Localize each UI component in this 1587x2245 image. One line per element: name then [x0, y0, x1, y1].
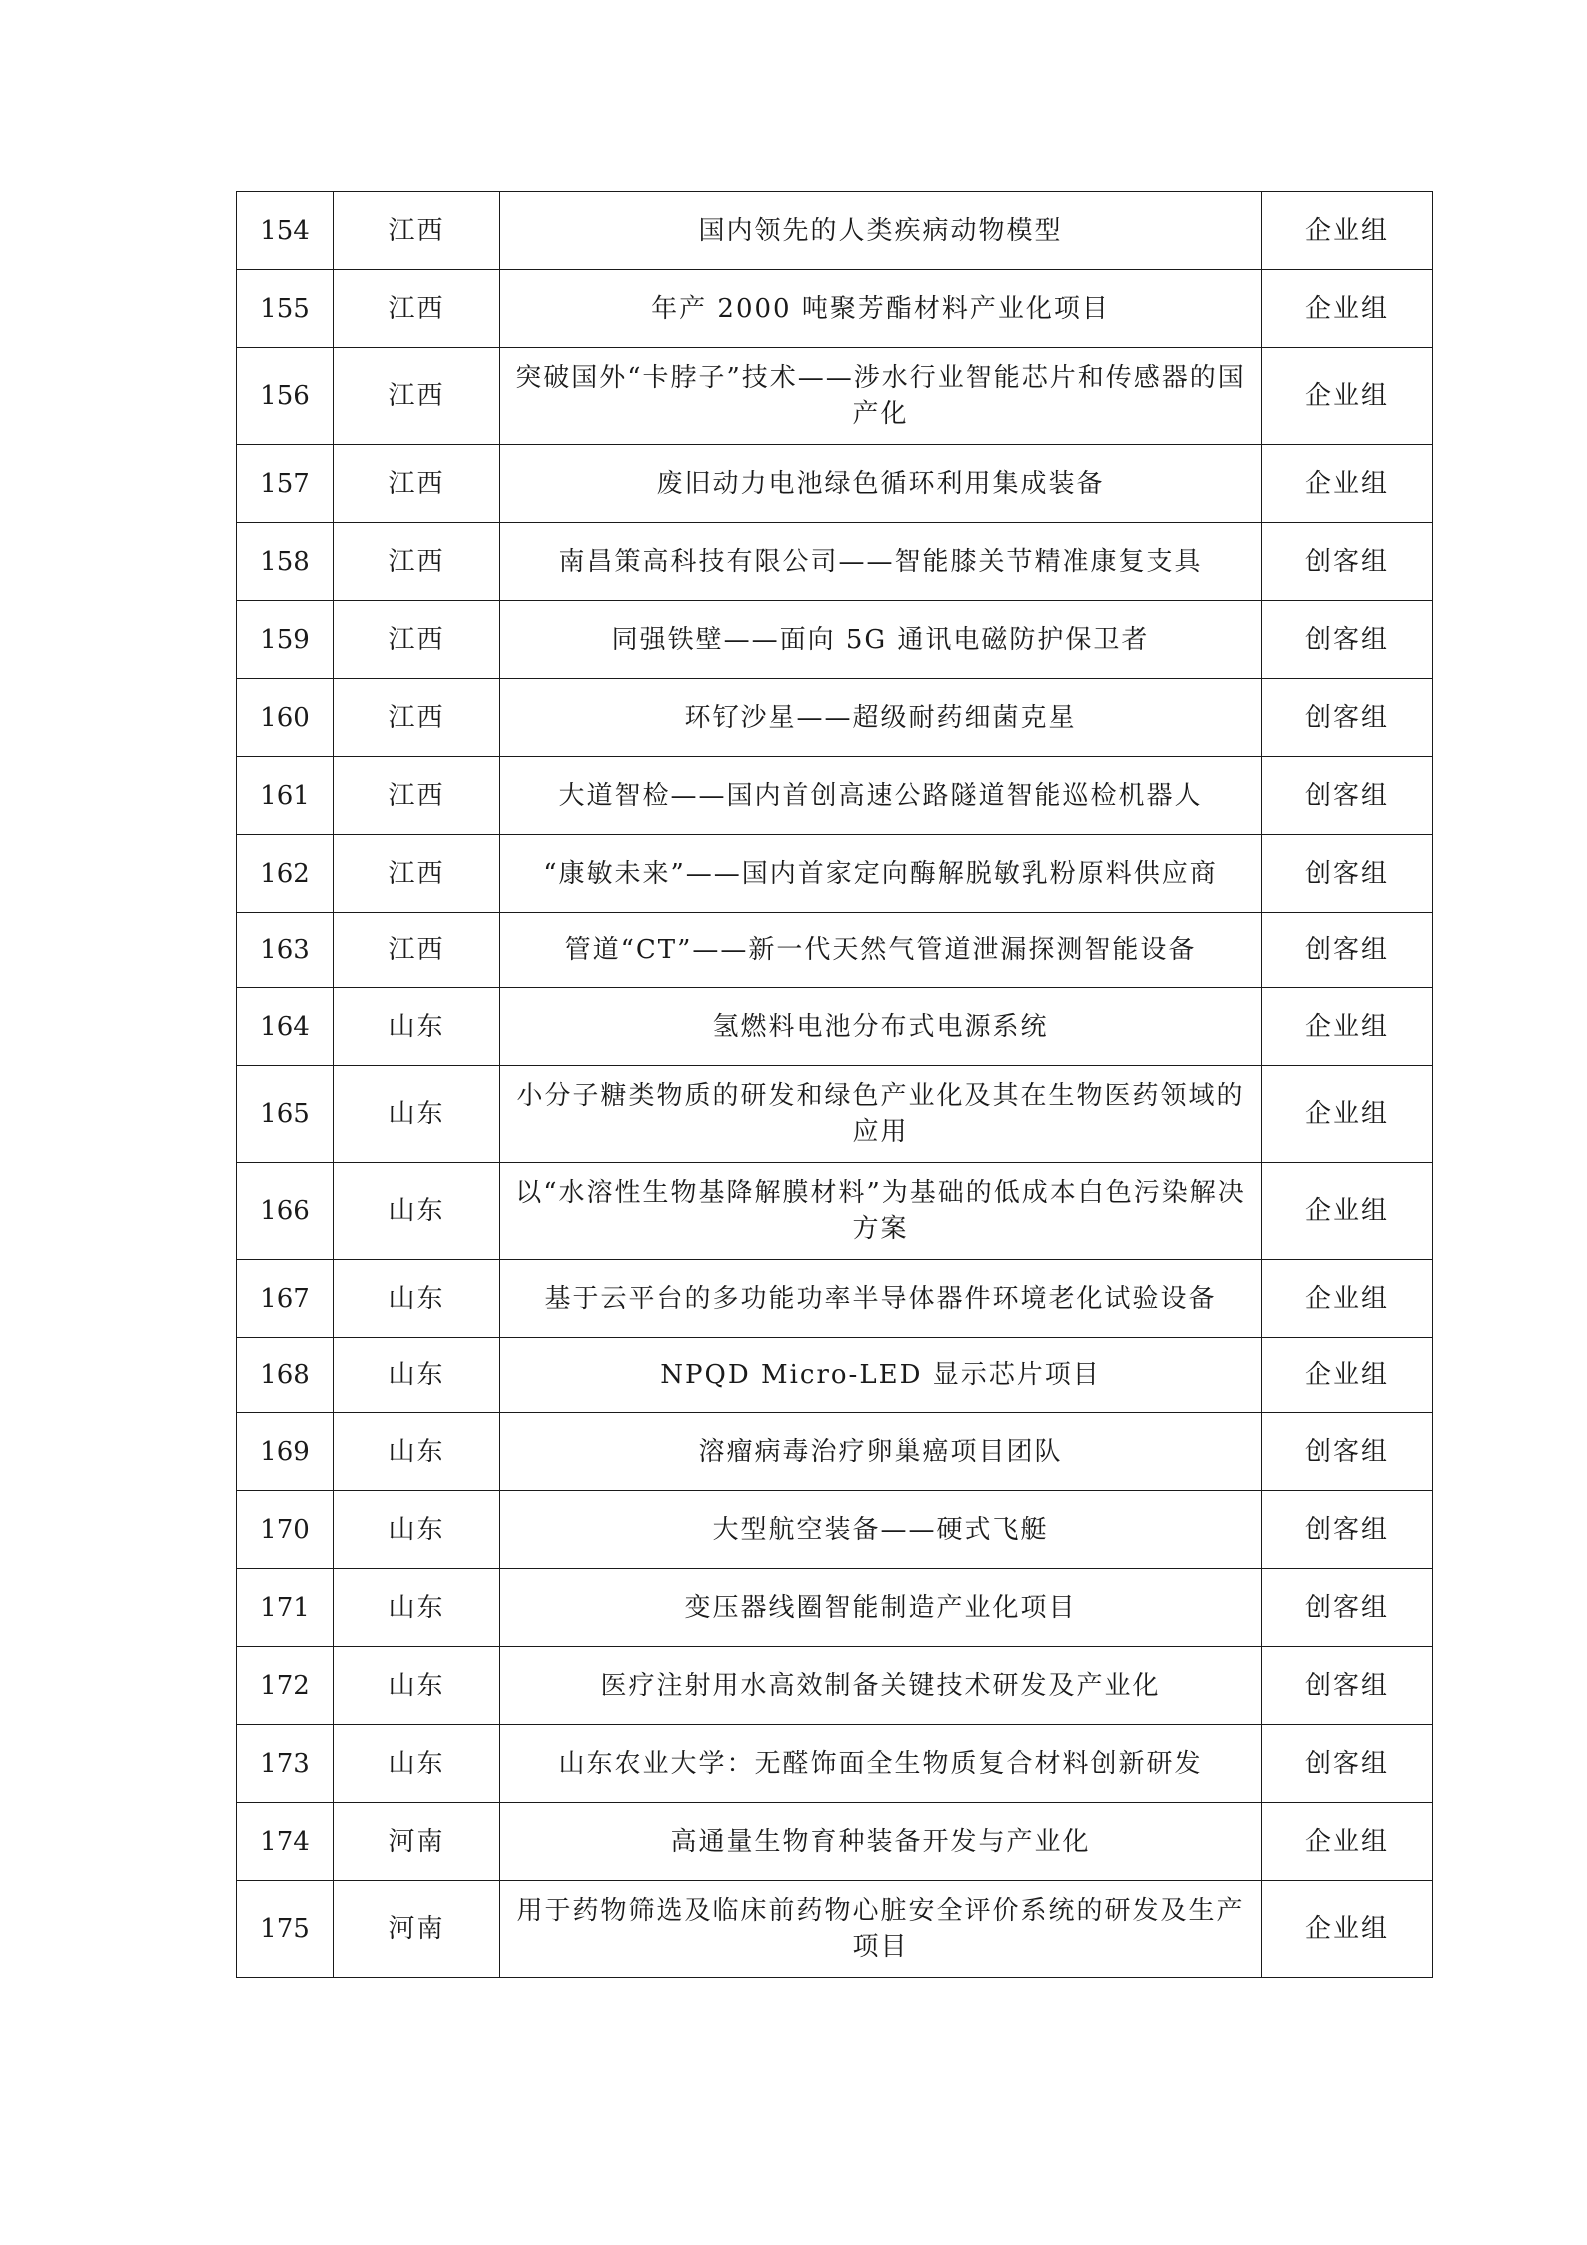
table-row	[237, 1881, 1433, 1978]
row-number: 166	[237, 1163, 334, 1260]
row-group: 企业组	[1262, 1163, 1433, 1260]
row-group: 创客组	[1262, 601, 1433, 679]
table-row	[237, 601, 1433, 679]
table-row	[237, 835, 1433, 913]
row-number: 168	[237, 1338, 334, 1413]
row-group: 创客组	[1262, 1647, 1433, 1725]
row-project-name: 环钌沙星——超级耐药细菌克星	[500, 679, 1262, 757]
row-region: 山东	[334, 1413, 500, 1491]
row-project-name: 变压器线圈智能制造产业化项目	[500, 1569, 1262, 1647]
row-number: 167	[237, 1260, 334, 1338]
row-region: 江西	[334, 348, 500, 445]
table-row	[237, 445, 1433, 523]
table-row	[237, 1413, 1433, 1491]
row-region: 山东	[334, 1725, 500, 1803]
row-region: 山东	[334, 988, 500, 1066]
row-project-name: 山东农业大学：无醛饰面全生物质复合材料创新研发	[500, 1725, 1262, 1803]
row-number: 169	[237, 1413, 334, 1491]
table-row	[237, 679, 1433, 757]
row-number: 160	[237, 679, 334, 757]
row-group: 企业组	[1262, 1338, 1433, 1413]
row-project-name: NPQD Micro-LED 显示芯片项目	[500, 1338, 1262, 1413]
row-project-name: 医疗注射用水高效制备关键技术研发及产业化	[500, 1647, 1262, 1725]
row-number: 175	[237, 1881, 334, 1978]
table-row	[237, 988, 1433, 1066]
project-list-table	[236, 191, 1433, 1978]
row-number: 170	[237, 1491, 334, 1569]
row-group: 企业组	[1262, 1260, 1433, 1338]
row-region: 河南	[334, 1881, 500, 1978]
row-number: 156	[237, 348, 334, 445]
row-group: 企业组	[1262, 1066, 1433, 1163]
row-group: 企业组	[1262, 1881, 1433, 1978]
row-number: 165	[237, 1066, 334, 1163]
row-group: 创客组	[1262, 1413, 1433, 1491]
row-region: 江西	[334, 445, 500, 523]
row-project-name: 突破国外“卡脖子”技术——涉水行业智能芯片和传感器的国产化	[500, 348, 1262, 445]
table-row	[237, 270, 1433, 348]
table-body	[237, 192, 1433, 1978]
row-group: 企业组	[1262, 988, 1433, 1066]
row-region: 江西	[334, 601, 500, 679]
row-number: 172	[237, 1647, 334, 1725]
row-project-name: 废旧动力电池绿色循环利用集成装备	[500, 445, 1262, 523]
table-row	[237, 1647, 1433, 1725]
table-row	[237, 523, 1433, 601]
row-number: 154	[237, 192, 334, 270]
row-number: 171	[237, 1569, 334, 1647]
row-number: 164	[237, 988, 334, 1066]
table-row	[237, 1066, 1433, 1163]
row-region: 山东	[334, 1066, 500, 1163]
row-project-name: 同强铁壁——面向 5G 通讯电磁防护保卫者	[500, 601, 1262, 679]
row-region: 山东	[334, 1260, 500, 1338]
row-group: 企业组	[1262, 270, 1433, 348]
table-row	[237, 348, 1433, 445]
row-number: 159	[237, 601, 334, 679]
table-row	[237, 1725, 1433, 1803]
row-project-name: 大道智检——国内首创高速公路隧道智能巡检机器人	[500, 757, 1262, 835]
row-region: 江西	[334, 192, 500, 270]
row-group: 创客组	[1262, 1725, 1433, 1803]
table-row	[237, 1569, 1433, 1647]
row-region: 山东	[334, 1647, 500, 1725]
row-group: 创客组	[1262, 679, 1433, 757]
row-group: 创客组	[1262, 1491, 1433, 1569]
row-group: 创客组	[1262, 1569, 1433, 1647]
row-project-name: 年产 2000 吨聚芳酯材料产业化项目	[500, 270, 1262, 348]
row-number: 158	[237, 523, 334, 601]
row-project-name: 氢燃料电池分布式电源系统	[500, 988, 1262, 1066]
row-group: 创客组	[1262, 913, 1433, 988]
row-number: 157	[237, 445, 334, 523]
row-region: 江西	[334, 679, 500, 757]
row-number: 173	[237, 1725, 334, 1803]
row-group: 企业组	[1262, 348, 1433, 445]
row-region: 江西	[334, 523, 500, 601]
row-project-name: 以“水溶性生物基降解膜材料”为基础的低成本白色污染解决方案	[500, 1163, 1262, 1260]
row-region: 山东	[334, 1338, 500, 1413]
row-region: 江西	[334, 913, 500, 988]
row-region: 山东	[334, 1569, 500, 1647]
row-region: 江西	[334, 835, 500, 913]
row-region: 江西	[334, 757, 500, 835]
row-project-name: 基于云平台的多功能功率半导体器件环境老化试验设备	[500, 1260, 1262, 1338]
row-region: 山东	[334, 1163, 500, 1260]
row-group: 创客组	[1262, 757, 1433, 835]
row-project-name: 高通量生物育种装备开发与产业化	[500, 1803, 1262, 1881]
table-row	[237, 913, 1433, 988]
row-project-name: 小分子糖类物质的研发和绿色产业化及其在生物医药领域的应用	[500, 1066, 1262, 1163]
row-project-name: 用于药物筛选及临床前药物心脏安全评价系统的研发及生产项目	[500, 1881, 1262, 1978]
table-row	[237, 192, 1433, 270]
table-row	[237, 1338, 1433, 1413]
row-project-name: 大型航空装备——硬式飞艇	[500, 1491, 1262, 1569]
row-project-name: 溶瘤病毒治疗卵巢癌项目团队	[500, 1413, 1262, 1491]
row-group: 企业组	[1262, 1803, 1433, 1881]
row-number: 161	[237, 757, 334, 835]
row-number: 163	[237, 913, 334, 988]
table-row	[237, 1163, 1433, 1260]
table-row	[237, 757, 1433, 835]
table-row	[237, 1491, 1433, 1569]
row-number: 174	[237, 1803, 334, 1881]
row-region: 河南	[334, 1803, 500, 1881]
row-group: 企业组	[1262, 192, 1433, 270]
row-project-name: “康敏未来”——国内首家定向酶解脱敏乳粉原料供应商	[500, 835, 1262, 913]
row-group: 创客组	[1262, 835, 1433, 913]
row-region: 山东	[334, 1491, 500, 1569]
row-project-name: 国内领先的人类疾病动物模型	[500, 192, 1262, 270]
row-group: 企业组	[1262, 445, 1433, 523]
table-row	[237, 1260, 1433, 1338]
row-project-name: 南昌策高科技有限公司——智能膝关节精准康复支具	[500, 523, 1262, 601]
row-number: 162	[237, 835, 334, 913]
table-row	[237, 1803, 1433, 1881]
row-region: 江西	[334, 270, 500, 348]
row-number: 155	[237, 270, 334, 348]
row-project-name: 管道“CT”——新一代天然气管道泄漏探测智能设备	[500, 913, 1262, 988]
row-group: 创客组	[1262, 523, 1433, 601]
